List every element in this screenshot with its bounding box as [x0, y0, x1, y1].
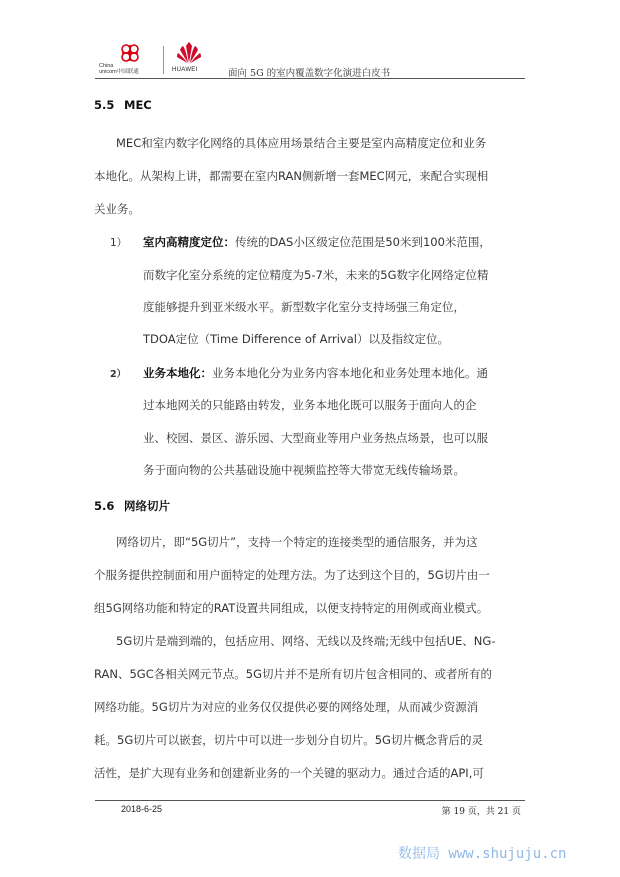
header-title: 面向 5G 的室内覆盖数字化演进白皮书: [228, 68, 391, 79]
paragraph-line: 组5G网络功能和特定的RAT设置共同组成，以便支持特定的用例或商业模式。: [94, 601, 489, 615]
list-marker: 2）: [110, 369, 127, 380]
list-item-line: 度能够提升到亚米级水平。新型数字化室分支持场强三角定位，: [143, 300, 465, 314]
list-item-term: 室内高精度定位：: [143, 235, 235, 249]
paragraph-line: RAN、5GC各相关网元节点。5G切片并不是所有切片包含相同的、或者所有的: [94, 667, 492, 681]
list-item-line: 务于面向物的公共基础设施中视频监控等大带宽无线传输场景。: [143, 463, 465, 477]
list-item-line: TDOA定位（Time Difference of Arrival）以及指纹定位。: [143, 332, 449, 346]
paragraph-line: 关业务。: [94, 202, 140, 216]
section-heading-mec: [94, 98, 152, 112]
unicom-knot-icon: [117, 42, 143, 64]
list-item-line: 业务本地化：业务本地化分为业务内容本地化和业务处理本地化。通: [143, 366, 488, 380]
huawei-logo: [169, 42, 209, 76]
section-number: 5.5: [94, 98, 115, 112]
paragraph-line: MEC和室内数字化网络的具体应用场景结合主要是室内高精度定位和业务: [116, 136, 487, 150]
paragraph-line: 本地化。从架构上讲，都需要在室内RAN侧新增一套MEC网元，来配合实现相: [94, 169, 489, 183]
section-title-text: 网络切片: [124, 499, 170, 513]
list-item-line: 过本地网关的只能路由转发，业务本地化既可以服务于面向人的企: [143, 398, 477, 412]
list-item-line: 而数字化室分系统的定位精度为5-7米，未来的5G数字化网络定位精: [143, 268, 489, 282]
list-item-term: 业务本地化：: [143, 366, 212, 380]
watermark: 数据局 www.shujuju.cn: [398, 846, 567, 862]
footer-date: 2018-6-25: [121, 804, 163, 814]
footer-page-number: 第 19 页，共 21 页: [441, 807, 521, 817]
list-marker: 1）: [110, 237, 128, 249]
paragraph-line: 网络切片，即“5G切片”，支持一个特定的连接类型的通信服务，并为这: [116, 535, 478, 549]
section-number: 5.6: [94, 499, 115, 513]
section-heading-network-slicing: [94, 498, 170, 514]
unicom-logo-text: China unicom中国联通: [99, 63, 139, 75]
logo-divider: [163, 46, 164, 74]
paragraph-line: 耗。5G切片可以嵌套，切片中可以进一步划分自切片。5G切片概念背后的灵: [94, 733, 483, 747]
list-item-line: 室内高精度定位：传统的DAS小区级定位范围是50米到100米范围，: [143, 235, 491, 249]
huawei-flower-icon: [177, 42, 201, 64]
paragraph-line: 5G切片是端到端的，包括应用、网络、无线以及终端;无线中包括UE、NG-: [116, 634, 496, 648]
paragraph-line: 活性，是扩大现有业务和创建新业务的一个关键的驱动力。通过合适的API,可: [94, 766, 484, 780]
list-item-line: 业、校园、景区、游乐园、大型商业等用户业务热点场景，也可以服: [143, 431, 488, 445]
page-footer: [95, 800, 525, 817]
page-header: [95, 40, 525, 79]
paragraph-line: 网络功能。5G切片为对应的业务仅仅提供必要的网络处理，从而减少资源消: [94, 700, 479, 714]
huawei-logo-text: HUAWEI: [172, 67, 198, 73]
china-unicom-logo: [99, 42, 163, 76]
section-title-text: MEC: [124, 98, 152, 112]
paragraph-line: 个服务提供控制面和用户面特定的处理方法。为了达到这个目的，5G切片由一: [94, 568, 490, 582]
